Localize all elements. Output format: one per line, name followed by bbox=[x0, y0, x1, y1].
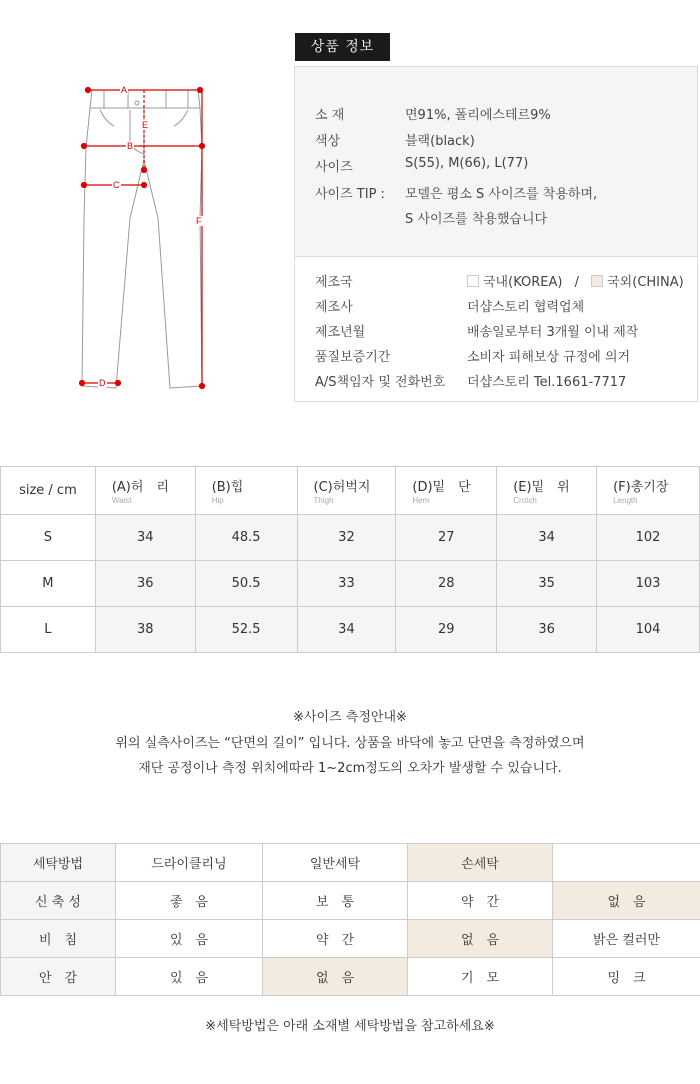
origin-korea: 국내(KOREA) bbox=[483, 275, 563, 290]
product-info-box bbox=[294, 66, 698, 402]
care-cell: 드라이클리닝 bbox=[116, 844, 263, 882]
origin-separator: / bbox=[574, 275, 579, 290]
size-cell: 36 bbox=[95, 561, 195, 607]
care-cell: 밍 크 bbox=[553, 958, 700, 996]
size-header-crotch: (E)밑 위 Crotch bbox=[497, 467, 597, 515]
care-row-label: 비 침 bbox=[1, 920, 116, 958]
table-row bbox=[1, 561, 700, 607]
china-swatch-icon bbox=[591, 275, 603, 287]
care-cell: 약 간 bbox=[263, 920, 408, 958]
diagram-label-a: A bbox=[121, 85, 128, 95]
spec-value: S 사이즈를 착용했습니다 bbox=[405, 212, 548, 227]
care-row-wash bbox=[1, 844, 700, 882]
size-cell: 29 bbox=[396, 607, 497, 653]
diagram-label-b: B bbox=[127, 141, 134, 151]
care-cell: 있 음 bbox=[116, 920, 263, 958]
care-cell: 보 통 bbox=[263, 882, 408, 920]
info-value: 배송일로부터 3개월 이내 제작 bbox=[467, 325, 639, 340]
info-label: 품질보증기간 bbox=[315, 350, 391, 365]
diagram-label-e: E bbox=[142, 120, 149, 130]
origin-china: 국외(CHINA) bbox=[607, 275, 684, 290]
size-table-header bbox=[1, 467, 700, 515]
size-cell: 34 bbox=[297, 607, 396, 653]
size-cell: 33 bbox=[297, 561, 396, 607]
diagram-label-d: D bbox=[99, 378, 106, 388]
care-row-lining bbox=[1, 958, 700, 996]
care-cell: 일반세탁 bbox=[263, 844, 408, 882]
care-cell: 없 음 bbox=[263, 958, 408, 996]
care-cell: 약 간 bbox=[408, 882, 553, 920]
size-cell: 50.5 bbox=[195, 561, 297, 607]
size-cell: 102 bbox=[597, 515, 700, 561]
care-row-label: 신 축 성 bbox=[1, 882, 116, 920]
size-row-label: S bbox=[1, 515, 96, 561]
info-value: 더샵스토리 Tel.1661-7717 bbox=[467, 375, 627, 390]
size-cell: 35 bbox=[497, 561, 597, 607]
spec-value: S(55), M(66), L(77) bbox=[405, 156, 529, 171]
care-cell: 있 음 bbox=[116, 958, 263, 996]
care-row-label: 세탁방법 bbox=[1, 844, 116, 882]
size-cell: 103 bbox=[597, 561, 700, 607]
info-label: A/S책임자 및 전화번호 bbox=[315, 375, 446, 390]
spec-label: 소 재 bbox=[315, 108, 345, 123]
info-value: 더샵스토리 협력업체 bbox=[467, 300, 585, 315]
size-header-waist: (A)허 리 Waist bbox=[95, 467, 195, 515]
size-cell: 34 bbox=[95, 515, 195, 561]
size-header-length: (F)총기장 Length bbox=[597, 467, 700, 515]
size-cell: 52.5 bbox=[195, 607, 297, 653]
size-table bbox=[0, 466, 700, 653]
care-cell: 좋 음 bbox=[116, 882, 263, 920]
table-row bbox=[1, 515, 700, 561]
size-cell: 38 bbox=[95, 607, 195, 653]
care-row-sheer bbox=[1, 920, 700, 958]
size-cell: 28 bbox=[396, 561, 497, 607]
care-cell: 기 모 bbox=[408, 958, 553, 996]
care-cell: 없 음 bbox=[553, 882, 700, 920]
size-cell: 48.5 bbox=[195, 515, 297, 561]
care-cell: 밝은 컬러만 bbox=[553, 920, 700, 958]
size-row-label: L bbox=[1, 607, 96, 653]
size-corner-cell: size / cm bbox=[1, 467, 96, 515]
origin-label: 제조국 bbox=[315, 275, 353, 290]
size-cell: 32 bbox=[297, 515, 396, 561]
size-cell: 36 bbox=[497, 607, 597, 653]
measure-note-line-2: 재단 공정이나 측정 위치에따라 1~2cm정도의 오차가 발생할 수 있습니다. bbox=[138, 761, 562, 776]
diagram-label-c: C bbox=[113, 180, 120, 190]
spec-label: 색상 bbox=[315, 134, 341, 149]
spec-value: 면91%, 폴리에스테르9% bbox=[405, 108, 551, 123]
spec-label: 사이즈 TIP : bbox=[315, 187, 385, 202]
size-header-thigh: (C)허벅지 Thigh bbox=[297, 467, 396, 515]
care-table bbox=[0, 843, 700, 996]
spec-value: 모델은 평소 S 사이즈를 착용하며, bbox=[405, 187, 598, 202]
size-header-hip: (B)힙 Hip bbox=[195, 467, 297, 515]
care-cell: 없 음 bbox=[408, 920, 553, 958]
spec-value: 블랙(black) bbox=[405, 134, 475, 149]
table-row bbox=[1, 607, 700, 653]
product-info-title: 상품 정보 bbox=[295, 33, 390, 61]
care-note: ※세탁방법은 아래 소재별 세탁방법을 참고하세요※ bbox=[205, 1019, 495, 1034]
size-cell: 27 bbox=[396, 515, 497, 561]
size-cell: 104 bbox=[597, 607, 700, 653]
spec-label: 사이즈 bbox=[315, 160, 353, 175]
pants-measurement-diagram bbox=[70, 78, 220, 398]
care-row-stretch bbox=[1, 882, 700, 920]
size-row-label: M bbox=[1, 561, 96, 607]
measure-note-line-1: 위의 실측사이즈는 “단면의 길이” 입니다. 상품을 바닥에 놓고 단면을 측정하였으며 bbox=[115, 736, 585, 751]
care-cell bbox=[553, 844, 700, 882]
product-spec-panel bbox=[295, 67, 697, 257]
size-cell: 34 bbox=[497, 515, 597, 561]
origin-options bbox=[467, 271, 684, 290]
care-cell: 손세탁 bbox=[408, 844, 553, 882]
info-value: 소비자 피해보상 규정에 의거 bbox=[467, 350, 631, 365]
diagram-label-f: F bbox=[196, 216, 202, 226]
info-label: 제조년월 bbox=[315, 325, 366, 340]
korea-swatch-icon bbox=[467, 275, 479, 287]
info-label: 제조사 bbox=[315, 300, 353, 315]
care-row-label: 안 감 bbox=[1, 958, 116, 996]
measure-note-title: ※사이즈 측정안내※ bbox=[293, 710, 407, 725]
size-header-hem: (D)밑 단 Hem bbox=[396, 467, 497, 515]
